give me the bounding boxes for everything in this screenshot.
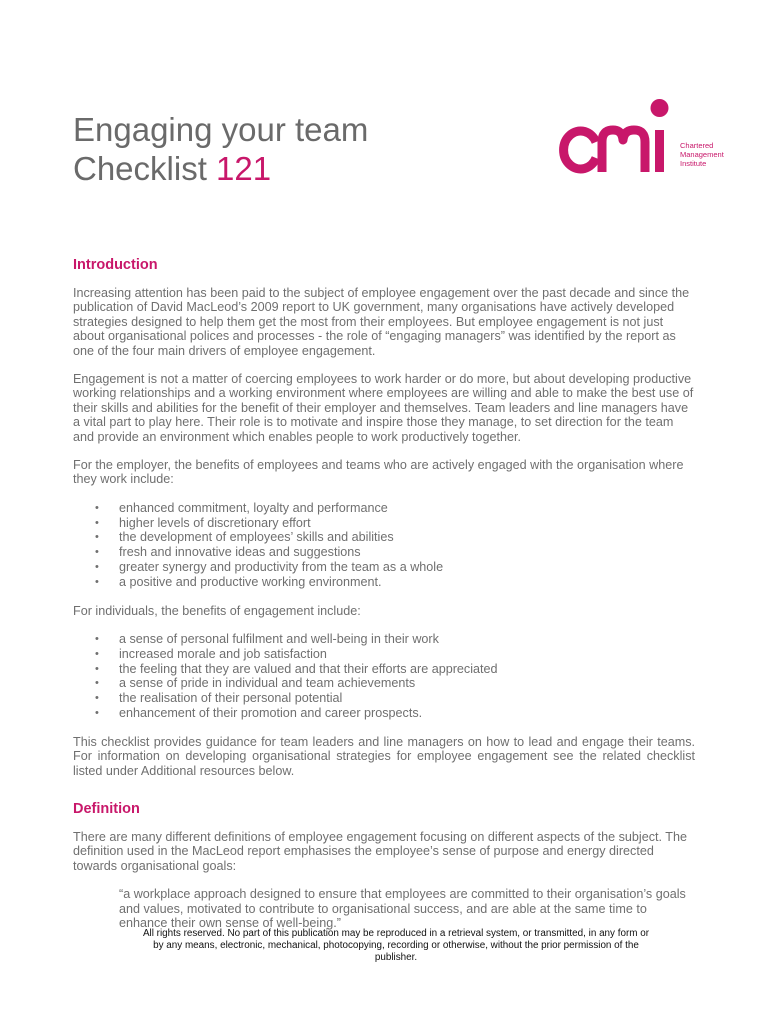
title-line-1: Engaging your team (73, 111, 369, 148)
list-item: • enhanced commitment, loyalty and performance (73, 501, 695, 516)
list-item: • enhancement of their promotion and career prospects. (73, 706, 695, 721)
paragraph: For the employer, the benefits of employees and teams who are actively engaged with the organisation where they work include: (73, 458, 684, 487)
paragraph: For individuals, the benefits of engagement include: (73, 603, 361, 618)
list-item: • the development of employees’ skills and abilities (73, 530, 695, 545)
list-item: • a sense of personal fulfilment and well-being in their work (73, 632, 695, 647)
list-item: • greater synergy and productivity from the team as a whole (73, 560, 695, 575)
individual-benefits-list (73, 632, 695, 721)
paragraph: This checklist provides guidance for team leaders and line managers on how to lead and engage their teams. For information on developing organisational strategies for employee engagement see the related checklist listed under Additional resources below. (73, 734, 695, 778)
employer-benefits-list (73, 501, 695, 590)
document-body (73, 256, 695, 931)
list-item: • the realisation of their personal potential (73, 691, 695, 706)
checklist-number: 121 (216, 150, 272, 187)
paragraph: Engagement is not a matter of coercing employees to work harder or do more, but about developing productive working relationships and a working environment where employees are willing and able to make the best use of their skills and abilities for the benefit of their employer and themselves. Team leaders and line managers have a vital part to play here. Their role is to motivate and inspire those they manage, to set direction for the team and provide an environment which enables people to work productively together. (73, 372, 694, 444)
list-item: • the feeling that they are valued and that their efforts are appreciated (73, 662, 695, 677)
list-item: • increased morale and job satisfaction (73, 647, 695, 662)
section-heading-definition: Definition (73, 801, 140, 818)
list-item: • higher levels of discretionary effort (73, 516, 695, 531)
logo-subtitle-line: Management (680, 150, 724, 160)
cmi-logo-mark (556, 96, 680, 176)
logo-subtitle-line: Institute (680, 159, 707, 169)
title-line-2-prefix: Checklist (73, 150, 217, 187)
list-item: • a positive and productive working environment. (73, 575, 695, 590)
definition-quote: “a workplace approach designed to ensure that employees are committed to their organisation’s goals and values, motivated to contribute to organisational success, and are able at the same time to enhance their own sense of well-being.” (119, 887, 686, 931)
list-item: • a sense of pride in individual and team achievements (73, 676, 695, 691)
copyright-footer: All rights reserved. No part of this publication may be reproduced in a retrieval system, or transmitted, in any form or by any means, electronic, mechanical, photocopying, recording or otherwise, without the prior permission of the publisher. (142, 928, 650, 963)
section-heading-introduction: Introduction (73, 257, 158, 273)
logo-subtitle (680, 141, 724, 169)
paragraph: Increasing attention has been paid to the subject of employee engagement over the past decade and since the publication of David MacLeod’s 2009 report to UK government, many organisations have actively developed strategies designed to help them get the most from their employees. But employee engagement is not just about organisational polices and processes - the role of “engaging managers” was identified by the report as one of the four main drivers of employee engagement. (73, 286, 690, 358)
paragraph: There are many different definitions of employee engagement focusing on different aspects of the subject. The definition used in the MacLeod report emphasises the employee’s sense of purpose and energy directed towards organisational goals: (73, 830, 687, 873)
page-title (73, 110, 368, 188)
logo-subtitle-line: Chartered (680, 141, 714, 150)
list-item: • fresh and innovative ideas and suggestions (73, 545, 695, 560)
